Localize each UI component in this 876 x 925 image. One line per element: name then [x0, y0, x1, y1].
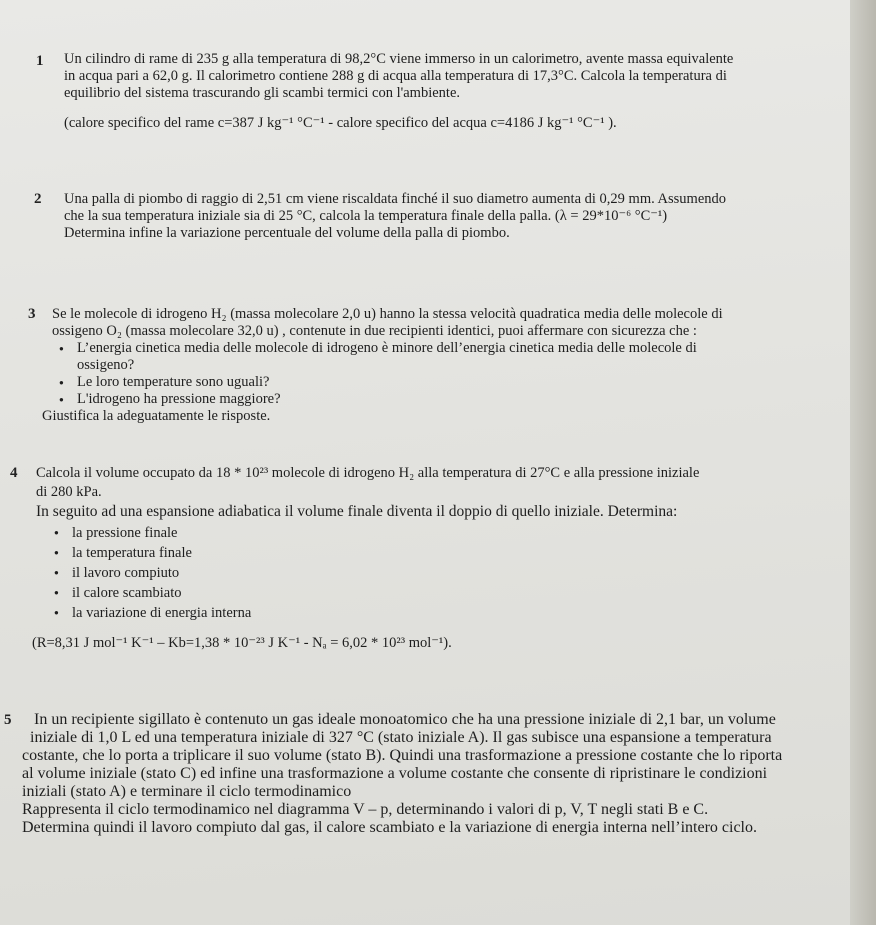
question-list: [72, 523, 699, 623]
problem-number: 3: [28, 306, 36, 322]
problem-4: [10, 465, 700, 652]
problem-text-line: che la sua temperatura iniziale sia di 25 °C, calcola la temperatura finale della palla. (λ = 29*10⁻⁶ °C⁻¹): [64, 208, 668, 224]
problem-number: 1: [36, 53, 44, 69]
list-item: ● la variazione di energia interna: [72, 603, 699, 623]
list-item-continuation: ossigeno?: [77, 357, 135, 373]
problem-text-line: di 280 kPa.: [36, 484, 102, 500]
problem-text-line: Una palla di piombo di raggio di 2,51 cm viene riscaldata finché il suo diametro aumenta di 0,29 mm. Assumendo: [64, 191, 727, 207]
list-item: ● il lavoro compiuto: [72, 563, 699, 583]
list-item: ● il calore scambiato: [72, 583, 699, 603]
problem-text-line: costante, che lo porta a triplicare il suo volume (stato B). Quindi una trasformazione a pressione costante che lo riporta: [22, 747, 783, 764]
problem-text-line: al volume iniziale (stato C) ed infine una trasformazione a volume costante che consente di ripristinare le condizioni: [22, 765, 768, 782]
problem-text-line: equilibrio del sistema trascurando gli scambi termici con l'ambiente.: [64, 85, 461, 101]
list-item: ● Le loro temperature sono uguali?: [77, 374, 723, 391]
problem-number: 4: [10, 465, 18, 481]
problem-text-line: Un cilindro di rame di 235 g alla temperatura di 98,2°C viene immerso in un calorimetro, avente massa equivalente: [64, 51, 734, 67]
problem-5: [4, 711, 783, 837]
problem-text-line: In seguito ad una espansione adiabatica il volume finale diventa il doppio di quello iniziale. Determina:: [36, 503, 678, 520]
list-item: ● la temperatura finale: [72, 543, 699, 563]
problem-text-line: In un recipiente sigillato è contenuto un gas ideale monoatomico che ha una pressione iniziale di 2,1 bar, un volume: [34, 711, 776, 728]
question-list: [77, 340, 723, 408]
problem-text-line: ossigeno O₂ (massa molecolare 32,0 u) , contenute in due recipienti identici, puoi affermare con sicurezza che :: [52, 323, 697, 339]
problem-text-line: iniziale di 1,0 L ed una temperatura iniziale di 327 °C (stato iniziale A). Il gas subisce una espansione a temperatura: [30, 729, 772, 746]
problem-text-line: in acqua pari a 62,0 g. Il calorimetro contiene 288 g di acqua alla temperatura di 17,3°C. Calcola la temperatura di: [64, 68, 727, 84]
problem-text-line: Determina infine la variazione percentuale del volume della palla di piombo.: [64, 225, 510, 241]
problem-note: (calore specifico del rame c=387 J kg⁻¹ °C⁻¹ - calore specifico del acqua c=4186 J kg⁻¹ °C⁻¹ ).: [64, 115, 617, 131]
problem-number: 2: [34, 191, 42, 207]
problem-number: 5: [4, 712, 12, 728]
list-item: ● la pressione finale: [72, 523, 699, 543]
paper-edge: [850, 0, 876, 925]
problem-footer: Giustifica la adeguatamente le risposte.: [42, 408, 271, 424]
constants-note: (R=8,31 J mol⁻¹ K⁻¹ – Kb=1,38 * 10⁻²³ J K⁻¹ - Nₐ = 6,02 * 10²³ mol⁻¹).: [32, 635, 452, 651]
problem-3: [28, 306, 723, 425]
problem-text-line: Rappresenta il ciclo termodinamico nel diagramma V – p, determinando i valori di p, V, T negli stati B e C.: [22, 801, 709, 818]
problem-text-line: Determina quindi il lavoro compiuto dal gas, il calore scambiato e la variazione di energia interna nell’intero ciclo.: [22, 819, 757, 836]
problem-text-line: Se le molecole di idrogeno H₂ (massa molecolare 2,0 u) hanno la stessa velocità quadratica media delle molecole di: [52, 306, 723, 322]
list-item: ● L’energia cinetica media delle molecole di idrogeno è minore dell’energia cinetica media delle molecole di: [77, 340, 723, 357]
problem-1: [36, 51, 734, 132]
problem-text-line: Calcola il volume occupato da 18 * 10²³ molecole di idrogeno H₂ alla temperatura di 27°C e alla pressione iniziale: [36, 465, 700, 481]
list-item: ● L'idrogeno ha pressione maggiore?: [77, 391, 723, 408]
problem-2: [34, 191, 727, 242]
problem-text-line: iniziali (stato A) e terminare il ciclo termodinamico: [22, 783, 352, 800]
